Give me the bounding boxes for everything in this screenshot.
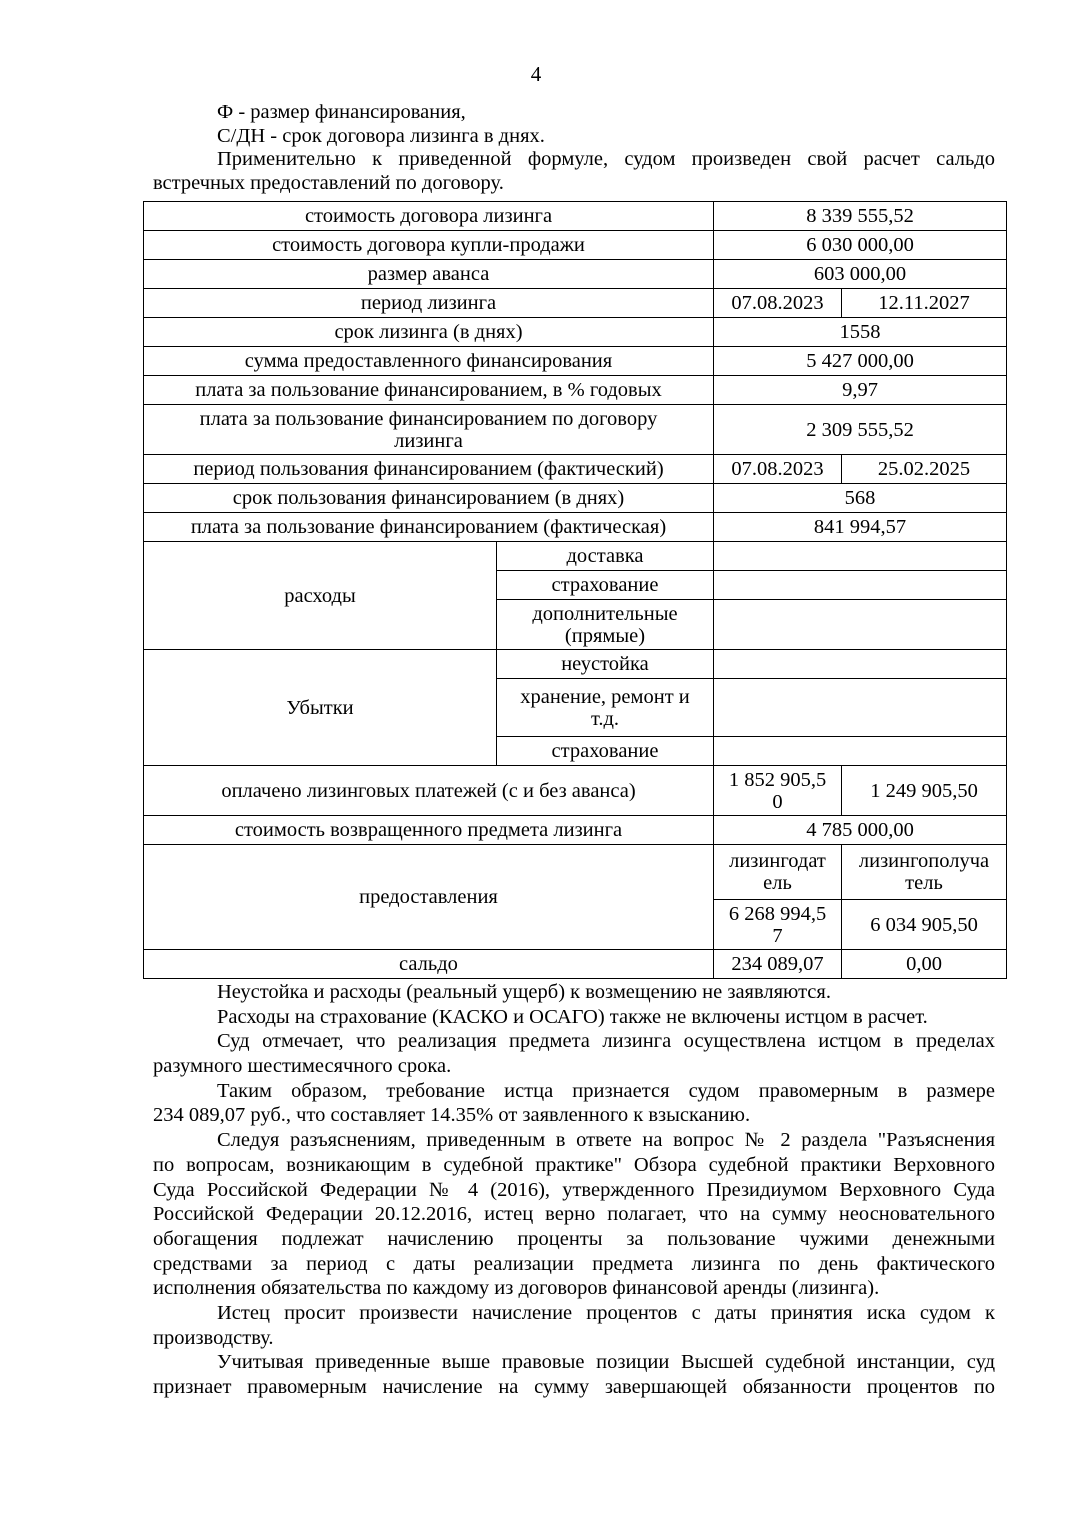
- period-start: 07.08.2023: [714, 289, 842, 318]
- text-line: С/ДН - срок договора лизинга в днях.: [217, 124, 545, 147]
- table-row: [144, 202, 1007, 231]
- intro-text: [153, 101, 995, 195]
- text-line: Расходы на страхование (КАСКО и ОСАГО) также не включены истцом в расчет.: [217, 1005, 928, 1028]
- text-line: обогащения подлежат начислению проценты за пользование чужими денежными: [153, 1227, 995, 1250]
- table-row: [144, 231, 1007, 260]
- provisions-label: предоставления: [144, 845, 714, 950]
- text-line: средствами за период с даты реализации предмета лизинга по день фактического: [153, 1252, 995, 1275]
- row-value: 1558: [714, 318, 1007, 347]
- period-start: 07.08.2023: [714, 455, 842, 484]
- empty-cell: [714, 737, 1007, 766]
- balance-lessee: 0,00: [842, 950, 1007, 979]
- row-label: сальдо: [144, 950, 714, 979]
- item-line: т.д.: [590, 707, 620, 730]
- header-line: тель: [905, 872, 943, 894]
- table-row: [144, 289, 1007, 318]
- row-label: стоимость договора лизинга: [144, 202, 714, 231]
- header-line: ель: [763, 872, 792, 894]
- text-line: Истец просит произвести начисление процентов с даты принятия иска судом к: [217, 1301, 995, 1324]
- empty-cell: [714, 600, 1007, 650]
- label-line: лизинга: [394, 429, 463, 452]
- empty-cell: [714, 542, 1007, 571]
- text-line: по вопросам, возникающим в судебной практике" Обзора судебной практики Верховного: [153, 1153, 995, 1176]
- row-label: [144, 405, 714, 455]
- expenses-label: расходы: [144, 542, 497, 650]
- text-line: Ф - размер финансирования,: [217, 101, 466, 123]
- lessor-header: [714, 845, 842, 900]
- text-line: Таким образом, требование истца признается судом правомерным в размере: [217, 1079, 995, 1102]
- text-line: Суда Российской Федерации № 4 (2016), утвержденного Президиумом Верховного Суда: [153, 1178, 995, 1201]
- page-number: 4: [530, 62, 542, 86]
- label-line: плата за пользование финансированием по договору: [199, 407, 658, 430]
- losses-label: Убытки: [144, 650, 497, 766]
- row-label: размер аванса: [144, 260, 714, 289]
- empty-cell: [714, 571, 1007, 600]
- header-line: лизингополуча: [858, 850, 990, 872]
- table-row: [144, 347, 1007, 376]
- row-value: 8 339 555,52: [714, 202, 1007, 231]
- table-row: [144, 318, 1007, 347]
- text-line: производству.: [153, 1326, 274, 1349]
- period-end: 25.02.2025: [842, 455, 1007, 484]
- table-row: [144, 766, 1007, 816]
- text-line: разумного шестимесячного срока.: [153, 1055, 452, 1078]
- table-row: [144, 650, 1007, 679]
- header-line: лизингодат: [729, 850, 826, 872]
- text-line: 234 089,07 руб., что составляет 14.35% от заявленного к взысканию.: [153, 1104, 751, 1127]
- text-line: встречных предоставлений по договору.: [153, 171, 504, 194]
- table-row: [144, 405, 1007, 455]
- row-label: стоимость договора купли-продажи: [144, 231, 714, 260]
- text-line: Учитывая приведенные выше правовые позиции Высшей судебной инстанции, суд: [217, 1351, 995, 1374]
- table-row: [144, 376, 1007, 405]
- expense-item: страхование: [497, 571, 714, 600]
- loss-item: неустойка: [497, 650, 714, 679]
- table-row: [144, 455, 1007, 484]
- value-line: 1 852 905,5: [728, 768, 827, 791]
- expense-item: [497, 600, 714, 650]
- period-end: 12.11.2027: [842, 289, 1007, 318]
- lessee-value: 6 034 905,50: [842, 900, 1007, 950]
- item-line: хранение, ремонт и: [520, 685, 690, 708]
- value-line: 7: [772, 924, 783, 947]
- row-label: срок пользования финансированием (в днях): [144, 484, 714, 513]
- table-row: [144, 260, 1007, 289]
- text-line: Суд отмечает, что реализация предмета лизинга осуществлена истцом в пределах: [217, 1030, 995, 1053]
- value-line: 6 268 994,5: [728, 902, 827, 925]
- table-row: [144, 950, 1007, 979]
- row-label: оплачено лизинговых платежей (с и без аванса): [144, 766, 714, 816]
- row-value: 5 427 000,00: [714, 347, 1007, 376]
- text-line: Неустойка и расходы (реальный ущерб) к возмещению не заявляются.: [217, 981, 831, 1003]
- empty-cell: [714, 650, 1007, 679]
- value-line: 0: [772, 790, 783, 813]
- paid-without-advance: 1 249 905,50: [842, 766, 1007, 816]
- text-line: Применительно к приведенной формуле, судом произведен свой расчет сальдо: [217, 148, 995, 170]
- row-label: период пользования финансированием (фактический): [144, 455, 714, 484]
- row-value: 9,97: [714, 376, 1007, 405]
- text-line: признает правомерным начисление на сумму завершающей обязанности процентов по: [153, 1376, 995, 1398]
- body-text: [153, 980, 995, 1400]
- item-line: дополнительные: [532, 602, 678, 625]
- row-value: 568: [714, 484, 1007, 513]
- text-line: Российской Федерации 20.12.2016, истец верно полагает, что на сумму неосновательного: [153, 1203, 995, 1226]
- row-label: срок лизинга (в днях): [144, 318, 714, 347]
- table-row: [144, 542, 1007, 571]
- row-value: 2 309 555,52: [714, 405, 1007, 455]
- table-row: [144, 484, 1007, 513]
- lessee-header: [842, 845, 1007, 900]
- row-label: сумма предоставленного финансирования: [144, 347, 714, 376]
- text-line: исполнения обязательства по каждому из договоров финансовой аренды (лизинга).: [153, 1277, 880, 1300]
- lessor-value: [714, 900, 842, 950]
- table-row: [144, 816, 1007, 845]
- expense-item: доставка: [497, 542, 714, 571]
- balance-lessor: 234 089,07: [714, 950, 842, 979]
- loss-item: страхование: [497, 737, 714, 766]
- empty-cell: [714, 679, 1007, 737]
- table-row: [144, 513, 1007, 542]
- item-line: (прямые): [564, 624, 646, 647]
- row-value: 6 030 000,00: [714, 231, 1007, 260]
- row-value: 4 785 000,00: [714, 816, 1007, 845]
- text-line: Следуя разъяснениям, приведенным в ответе на вопрос № 2 раздела "Разъяснения: [217, 1129, 995, 1152]
- row-label: период лизинга: [144, 289, 714, 318]
- row-value: 841 994,57: [714, 513, 1007, 542]
- paid-with-advance: [714, 766, 842, 816]
- table-row: [144, 845, 1007, 900]
- balance-calculation-table: [143, 201, 1007, 979]
- row-label: плата за пользование финансированием, в % годовых: [144, 376, 714, 405]
- row-label: плата за пользование финансированием (фактическая): [144, 513, 714, 542]
- loss-item: [497, 679, 714, 737]
- row-value: 603 000,00: [714, 260, 1007, 289]
- row-label: стоимость возвращенного предмета лизинга: [144, 816, 714, 845]
